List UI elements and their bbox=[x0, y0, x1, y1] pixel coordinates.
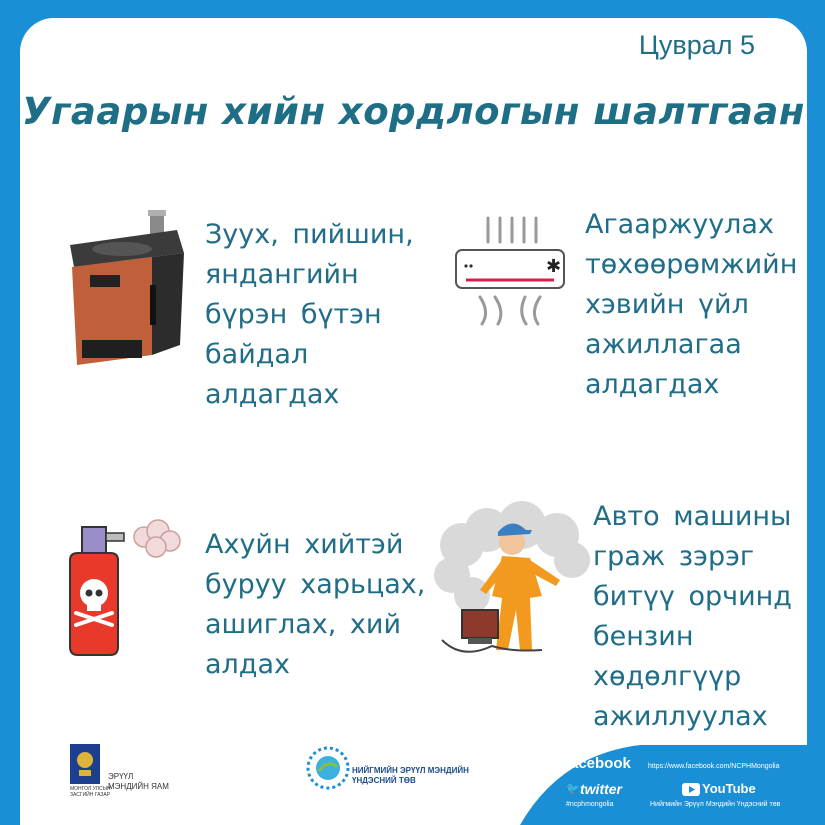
text-line: Авто машины bbox=[593, 501, 792, 532]
text-line: бензин bbox=[593, 621, 694, 652]
org-line: МОНГОЛ УЛСЫН bbox=[70, 786, 111, 792]
ministry-name bbox=[108, 772, 169, 792]
page-title: Угаарын хийн хордлогын шалтгаан bbox=[22, 90, 805, 133]
text-line: алдах bbox=[205, 649, 290, 680]
spray-can-icon bbox=[62, 515, 192, 660]
air-conditioner-icon bbox=[450, 212, 570, 332]
org-line: ЗАСГИЙН ГАЗАР bbox=[70, 792, 111, 798]
text-line: төхөөрөмжийн bbox=[585, 249, 798, 280]
twitter-bird-icon: 🐦 bbox=[566, 782, 580, 795]
org-line: НИЙГМИЙН ЭРҮҮЛ МЭНДИЙН bbox=[352, 766, 469, 775]
org-line: ЭРҮҮЛ bbox=[108, 772, 134, 781]
text-line: бүрэн бүтэн bbox=[205, 299, 382, 330]
svg-text:✱: ✱ bbox=[546, 256, 562, 277]
ministry-org-name bbox=[70, 786, 111, 798]
ncph-logo-icon bbox=[305, 745, 351, 791]
facebook-url[interactable]: https://www.facebook.com/NCPHMongolia bbox=[648, 763, 780, 770]
text-line: Ахуйн хийтэй bbox=[205, 529, 404, 560]
text-line: хэвийн үйл bbox=[585, 289, 749, 320]
org-line: ҮНДЭСНИЙ ТӨВ bbox=[352, 776, 416, 785]
text-line: алдагдах bbox=[585, 369, 720, 400]
youtube-channel: Нийгмийн Эрүүл Мэндийн Үндэсний төв bbox=[650, 801, 781, 808]
cause-text-air-conditioner bbox=[585, 205, 797, 405]
org-line: МЭНДИЙН ЯАМ bbox=[108, 782, 169, 791]
text-line: буруу харьцах, bbox=[205, 569, 426, 600]
cause-text-gas bbox=[205, 525, 425, 685]
text-line: байдал bbox=[205, 339, 309, 370]
text-line: граж зэрэг bbox=[593, 541, 755, 572]
twitter-handle: #ncphmongolia bbox=[566, 801, 614, 808]
text-line: ажиллагаа bbox=[585, 329, 742, 360]
youtube-link[interactable]: YouTube bbox=[702, 781, 756, 796]
cause-text-stove bbox=[205, 215, 414, 415]
car-engine-fumes-icon bbox=[432, 500, 597, 665]
text-line: битүү орчинд bbox=[593, 581, 792, 612]
stove-icon bbox=[52, 205, 187, 375]
twitter-link[interactable]: twitter bbox=[580, 781, 622, 797]
youtube-play-icon bbox=[682, 783, 700, 796]
text-line: ажиллуулах bbox=[593, 701, 768, 732]
text-line: Зуух, пийшин, bbox=[205, 219, 414, 250]
text-line: ашиглах, хий bbox=[205, 609, 402, 640]
series-label: Цуврал 5 bbox=[638, 30, 755, 60]
text-line: яндангийн bbox=[205, 259, 359, 290]
ncph-name bbox=[352, 766, 469, 786]
text-line: хөдөлгүүр bbox=[593, 661, 742, 692]
text-line: Агааржуулах bbox=[585, 209, 774, 240]
text-line: алдагдах bbox=[205, 379, 340, 410]
facebook-link[interactable]: facebook bbox=[565, 755, 631, 772]
ministry-emblem-icon bbox=[70, 744, 100, 784]
cause-text-engine bbox=[593, 497, 792, 737]
